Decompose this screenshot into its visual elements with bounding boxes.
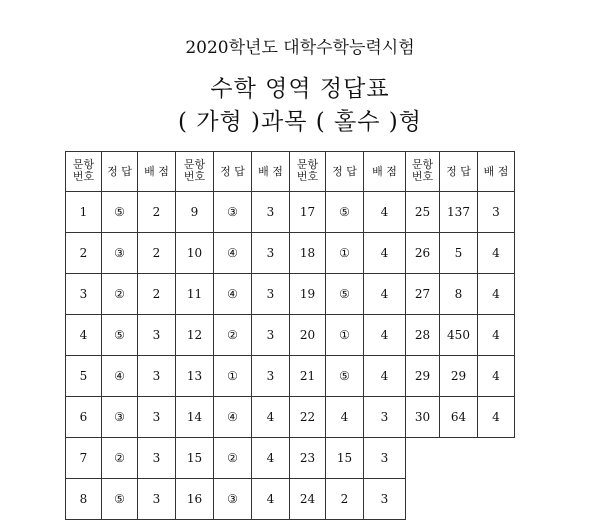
points-cell: 4 [364, 315, 406, 356]
question-number-cell: 20 [290, 315, 326, 356]
column-header-label: 정 답 [107, 164, 132, 178]
answer-table [65, 151, 515, 520]
answer-cell: 64 [440, 397, 478, 438]
points-cell: 3 [138, 438, 176, 479]
answer-sheet-title: 수학 영역 정답표 [210, 76, 390, 102]
column-header-label: 문항 번호 [183, 158, 206, 183]
points-cell: 2 [138, 192, 176, 233]
question-number-cell: 1 [66, 192, 102, 233]
answer-table-body [66, 152, 515, 520]
answer-cell: ② [102, 274, 138, 315]
question-number-cell: 14 [176, 397, 214, 438]
answer-cell: 2 [326, 479, 364, 520]
points-cell: 3 [138, 315, 176, 356]
answer-cell: ④ [214, 274, 252, 315]
question-number-cell: 25 [406, 192, 440, 233]
question-number-cell: 4 [66, 315, 102, 356]
answer-cell: 15 [326, 438, 364, 479]
column-header [102, 152, 138, 192]
column-header [440, 152, 478, 192]
answer-cell: ⑤ [326, 274, 364, 315]
column-header [326, 152, 364, 192]
column-header [290, 152, 326, 192]
answer-cell: ① [326, 315, 364, 356]
empty-cell [478, 438, 515, 479]
points-cell: 2 [138, 274, 176, 315]
answer-cell: ① [214, 356, 252, 397]
answer-cell: 5 [440, 233, 478, 274]
points-cell: 4 [478, 274, 515, 315]
answer-cell: ① [326, 233, 364, 274]
points-cell: 3 [252, 315, 290, 356]
points-cell: 2 [138, 233, 176, 274]
question-number-cell: 23 [290, 438, 326, 479]
column-header-label: 배 점 [258, 164, 283, 178]
column-header-label: 정 답 [446, 164, 471, 178]
table-row [66, 479, 515, 520]
answer-cell: ④ [214, 233, 252, 274]
question-number-cell: 6 [66, 397, 102, 438]
question-number-cell: 17 [290, 192, 326, 233]
answer-cell: ⑤ [326, 192, 364, 233]
answer-cell: ④ [102, 356, 138, 397]
points-cell: 4 [364, 233, 406, 274]
question-number-cell: 7 [66, 438, 102, 479]
question-number-cell: 22 [290, 397, 326, 438]
column-header [364, 152, 406, 192]
exam-type-line: ( 가형 )과목 ( 홀수 )형 [178, 109, 422, 135]
question-number-cell: 26 [406, 233, 440, 274]
question-number-cell: 18 [290, 233, 326, 274]
table-row [66, 438, 515, 479]
points-cell: 3 [252, 233, 290, 274]
points-cell: 4 [252, 438, 290, 479]
column-header [66, 152, 102, 192]
empty-cell [406, 479, 440, 520]
points-cell: 4 [364, 192, 406, 233]
answer-cell: ④ [214, 397, 252, 438]
table-row [66, 233, 515, 274]
question-number-cell: 30 [406, 397, 440, 438]
points-cell: 3 [138, 479, 176, 520]
empty-cell [406, 438, 440, 479]
question-number-cell: 24 [290, 479, 326, 520]
points-cell: 3 [252, 356, 290, 397]
column-header-label: 문항 번호 [296, 158, 319, 183]
question-number-cell: 27 [406, 274, 440, 315]
question-number-cell: 3 [66, 274, 102, 315]
empty-cell [440, 438, 478, 479]
column-header [176, 152, 214, 192]
answer-cell: ③ [214, 479, 252, 520]
question-number-cell: 15 [176, 438, 214, 479]
points-cell: 3 [364, 438, 406, 479]
column-header-label: 배 점 [144, 164, 169, 178]
table-row [66, 356, 515, 397]
points-cell: 4 [478, 315, 515, 356]
question-number-cell: 29 [406, 356, 440, 397]
points-cell: 3 [252, 274, 290, 315]
points-cell: 3 [252, 192, 290, 233]
column-header [252, 152, 290, 192]
question-number-cell: 11 [176, 274, 214, 315]
exam-year-title: 2020학년도 대학수학능력시험 [185, 38, 415, 58]
question-number-cell: 12 [176, 315, 214, 356]
points-cell: 4 [478, 233, 515, 274]
question-number-cell: 16 [176, 479, 214, 520]
empty-cell [440, 479, 478, 520]
answer-cell: ② [214, 315, 252, 356]
column-header-label: 배 점 [372, 164, 397, 178]
answer-cell: ⑤ [102, 192, 138, 233]
question-number-cell: 8 [66, 479, 102, 520]
answer-cell: 4 [326, 397, 364, 438]
table-row [66, 192, 515, 233]
question-number-cell: 13 [176, 356, 214, 397]
table-header-row [66, 152, 515, 192]
question-number-cell: 21 [290, 356, 326, 397]
question-number-cell: 2 [66, 233, 102, 274]
answer-cell: ⑤ [102, 479, 138, 520]
answer-cell: 137 [440, 192, 478, 233]
question-number-cell: 5 [66, 356, 102, 397]
points-cell: 3 [364, 479, 406, 520]
answer-cell: ② [214, 438, 252, 479]
points-cell: 3 [478, 192, 515, 233]
answer-cell: ③ [102, 233, 138, 274]
table-row [66, 274, 515, 315]
column-header [406, 152, 440, 192]
question-number-cell: 10 [176, 233, 214, 274]
answer-cell: ⑤ [102, 315, 138, 356]
question-number-cell: 28 [406, 315, 440, 356]
column-header-label: 배 점 [483, 164, 509, 178]
answer-cell: ③ [102, 397, 138, 438]
points-cell: 3 [138, 397, 176, 438]
answer-cell: 450 [440, 315, 478, 356]
column-header [138, 152, 176, 192]
points-cell: 4 [252, 397, 290, 438]
answer-cell: 8 [440, 274, 478, 315]
column-header-label: 정 답 [332, 164, 357, 178]
points-cell: 3 [138, 356, 176, 397]
answer-cell: ② [102, 438, 138, 479]
column-header [214, 152, 252, 192]
column-header-label: 문항 번호 [411, 158, 434, 183]
points-cell: 4 [478, 356, 515, 397]
points-cell: 4 [478, 397, 515, 438]
table-row [66, 397, 515, 438]
question-number-cell: 9 [176, 192, 214, 233]
points-cell: 4 [364, 274, 406, 315]
points-cell: 4 [364, 356, 406, 397]
column-header-label: 정 답 [220, 164, 245, 178]
empty-cell [478, 479, 515, 520]
answer-cell: 29 [440, 356, 478, 397]
answer-cell: ③ [214, 192, 252, 233]
points-cell: 4 [252, 479, 290, 520]
question-number-cell: 19 [290, 274, 326, 315]
points-cell: 3 [364, 397, 406, 438]
table-row [66, 315, 515, 356]
column-header-label: 문항 번호 [72, 158, 95, 183]
answer-cell: ⑤ [326, 356, 364, 397]
column-header [478, 152, 515, 192]
